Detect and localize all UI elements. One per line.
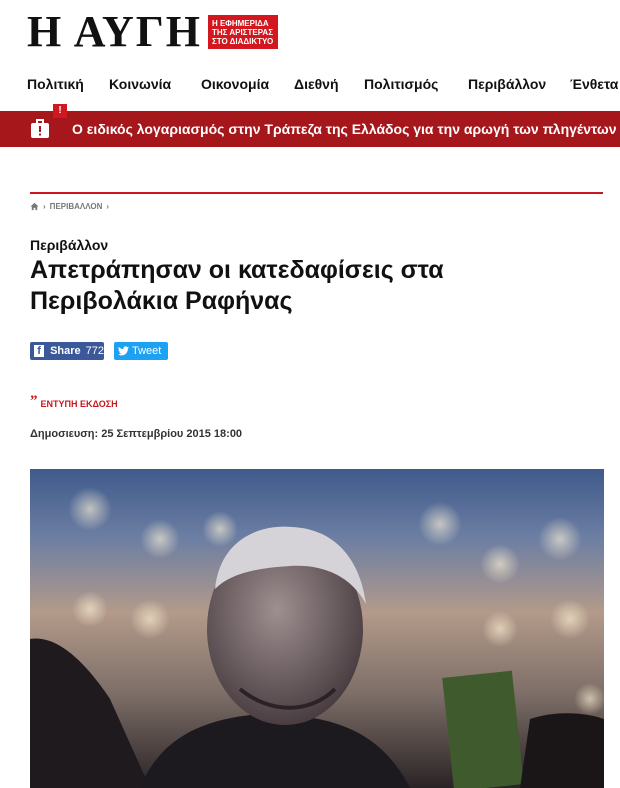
facebook-share-button[interactable] xyxy=(30,342,104,360)
print-edition-label: ΕΝΤΥΠΗ ΕΚΔΟΣΗ xyxy=(40,398,118,409)
tagline-line: ΤΗΣ ΑΡΙΣΤΕΡΑΣ xyxy=(211,27,274,37)
share-label: Share xyxy=(50,345,81,357)
home-icon[interactable] xyxy=(30,202,39,211)
megaphone-icon xyxy=(30,119,50,139)
share-count: 772 xyxy=(85,345,104,357)
nav-item-diethni[interactable]: Διεθνή xyxy=(294,76,339,92)
site-logo[interactable] xyxy=(27,7,278,56)
publish-date: Δημοσιευση: 25 Σεπτεμβρίου 2015 18:00 xyxy=(30,428,243,440)
facebook-icon: f xyxy=(34,345,44,357)
nav-item-perivallon[interactable]: Περιβάλλον xyxy=(468,76,547,92)
breadcrumb-section[interactable]: ΠΕΡΙΒΑΛΛΟΝ xyxy=(49,202,103,211)
nav-item-politismos[interactable]: Πολιτισμός xyxy=(364,76,439,92)
nav-item-entheta[interactable]: Ένθετα xyxy=(570,76,619,92)
alert-banner[interactable] xyxy=(0,105,620,147)
photo-illustration xyxy=(30,469,604,788)
alert-badge: ! xyxy=(53,104,67,118)
article-category[interactable]: Περιβάλλον xyxy=(30,237,109,253)
tagline-line: ΣΤΟ ΔΙΑΔΙΚΤΥΟ xyxy=(211,36,274,46)
breadcrumb xyxy=(30,202,109,211)
main-nav xyxy=(0,76,620,96)
tweet-label: Tweet xyxy=(132,345,162,357)
logo-tagline xyxy=(208,15,278,49)
section-divider xyxy=(30,192,603,194)
logo-text: Η ΑΥΓΗ xyxy=(27,7,202,56)
nav-item-koinonia[interactable]: Κοινωνία xyxy=(109,76,172,92)
article-photo xyxy=(30,469,604,788)
nav-item-politiki[interactable]: Πολιτική xyxy=(27,76,84,92)
quote-icon: ” xyxy=(30,393,38,409)
alert-text[interactable]: Ο ειδικός λογαριασμός στην Τράπεζα της Ελλάδος για την αρωγή των πληγέντων xyxy=(72,121,617,137)
nav-item-oikonomia[interactable]: Οικονομία xyxy=(201,76,270,92)
chevron-right-icon: › xyxy=(43,202,46,211)
tweet-button[interactable] xyxy=(114,342,168,360)
twitter-bird-icon xyxy=(118,346,129,356)
chevron-right-icon: › xyxy=(106,202,110,211)
print-edition-tag[interactable] xyxy=(30,395,118,412)
tagline-line: Η ΕΦΗΜΕΡΙΔΑ xyxy=(211,18,269,28)
article-title: Απετράπησαν οι κατεδαφίσεις στα Περιβολάκια Ραφήνας xyxy=(30,256,444,315)
